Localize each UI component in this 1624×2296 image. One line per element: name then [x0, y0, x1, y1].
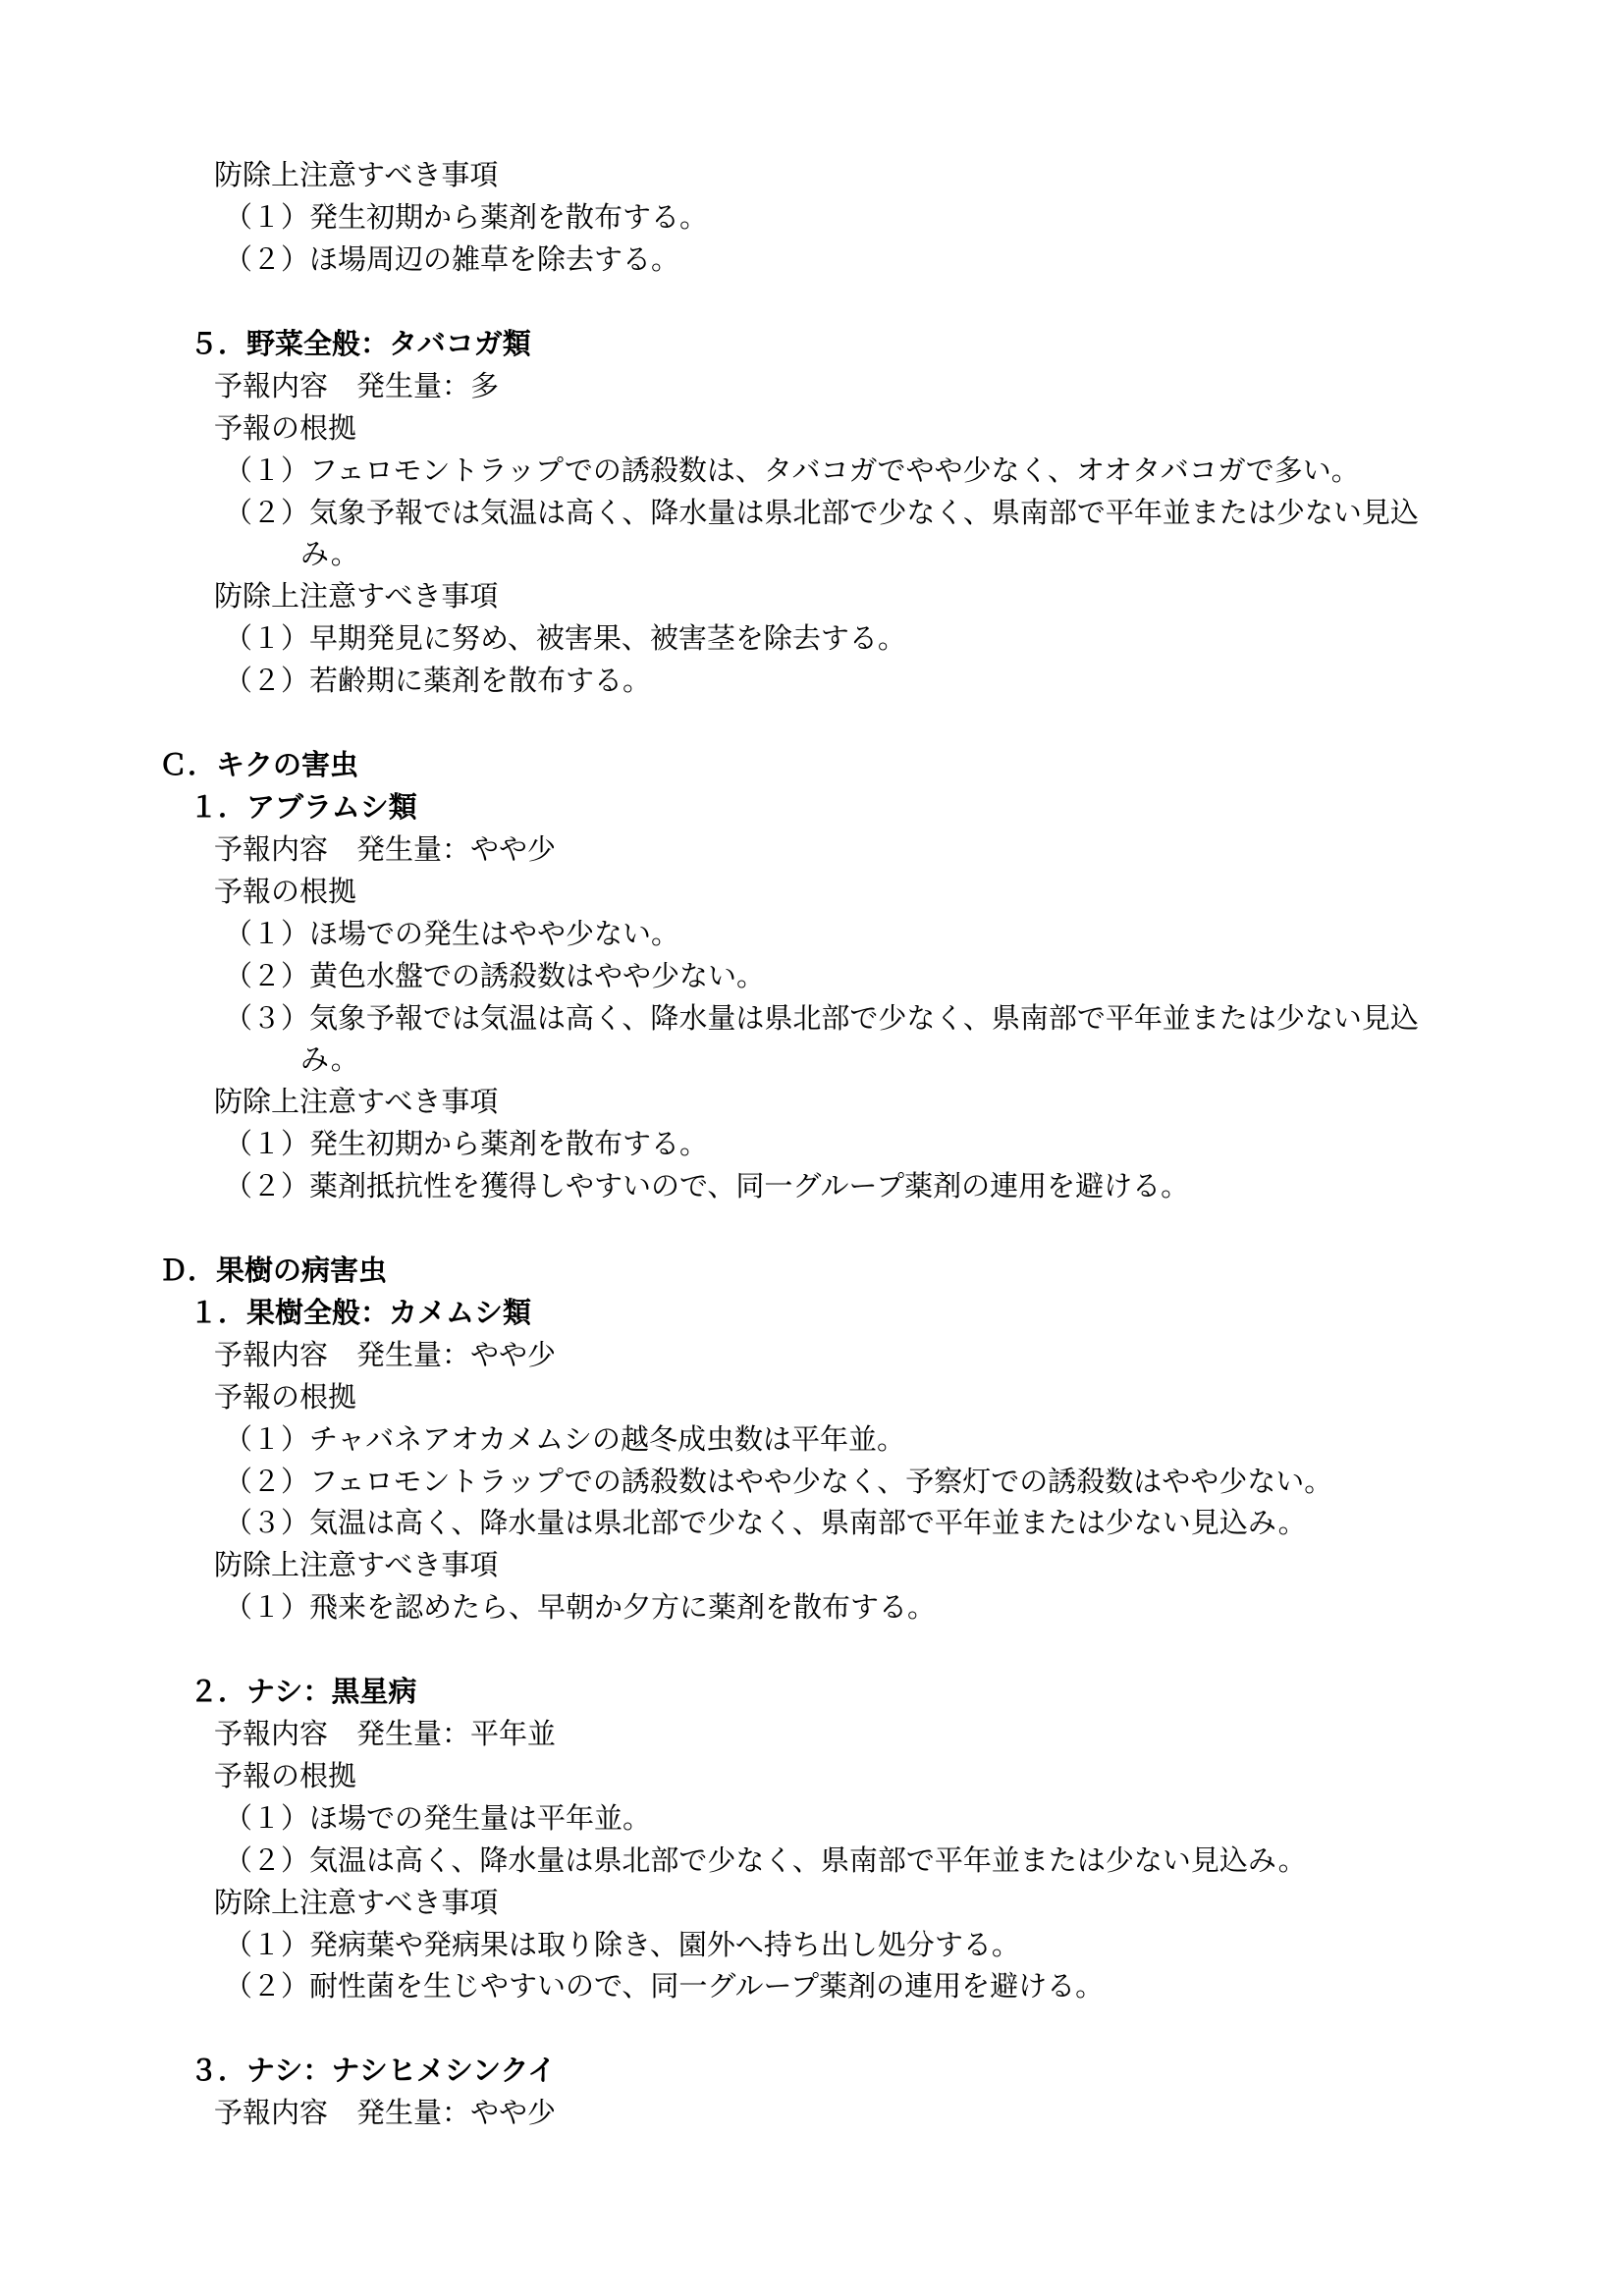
- list-item: （１）発生初期から薬剤を散布する。: [224, 1127, 709, 1160]
- subsection-title: １．アブラムシ類: [189, 790, 417, 824]
- section-title: Ｃ．キクの害虫: [159, 748, 359, 781]
- section-heading-basis: 予報の根拠: [214, 1759, 357, 1792]
- forecast-content: 予報内容 発生量：やや少: [214, 1338, 557, 1371]
- list-item: （１）ほ場での発生量は平年並。: [224, 1801, 652, 1835]
- forecast-content: 予報内容 発生量：多: [214, 369, 500, 402]
- list-item: （２）フェロモントラップでの誘殺数はやや少なく、予察灯での誘殺数はやや少ない。: [224, 1465, 1333, 1498]
- subsection-title: ５．野菜全般：タバコガ類: [189, 327, 531, 360]
- list-item: （１）チャバネアオカメムシの越冬成虫数は平年並。: [224, 1422, 905, 1456]
- list-item: （２）ほ場周辺の雑草を除去する。: [224, 242, 680, 276]
- list-item: （１）飛来を認めたら、早朝か夕方に薬剤を散布する。: [224, 1590, 937, 1624]
- list-item: （２）気温は高く、降水量は県北部で少なく、県南部で平年並または少ない見込み。: [224, 1843, 1307, 1877]
- section-heading-basis: 予報の根拠: [214, 411, 357, 445]
- subsection-title: ３．ナシ：ナシヒメシンクイ: [189, 2054, 557, 2087]
- list-item: （２）若齢期に薬剤を散布する。: [224, 664, 652, 697]
- section-heading-prevention: 防除上注意すべき事項: [214, 1085, 499, 1118]
- list-item: （３）気温は高く、降水量は県北部で少なく、県南部で平年並または少ない見込み。: [224, 1506, 1307, 1539]
- section-heading-basis: 予報の根拠: [214, 875, 357, 908]
- forecast-content: 予報内容 発生量：やや少: [214, 832, 557, 866]
- list-item: （３）気象予報では気温は高く、降水量は県北部で少なく、県南部で平年並または少ない見込: [224, 1001, 1419, 1035]
- list-item: （２）気象予報では気温は高く、降水量は県北部で少なく、県南部で平年並または少ない見込: [224, 496, 1419, 529]
- section-heading-prevention: 防除上注意すべき事項: [214, 579, 499, 613]
- list-item: （１）ほ場での発生はやや少ない。: [224, 917, 680, 950]
- section-heading-prevention: 防除上注意すべき事項: [214, 1548, 499, 1581]
- section-heading-basis: 予報の根拠: [214, 1380, 357, 1414]
- section-title: Ｄ．果樹の病害虫: [159, 1254, 388, 1287]
- list-item: （１）フェロモントラップでの誘殺数は、タバコガでやや少なく、オオタバコガで多い。: [224, 454, 1360, 487]
- list-item: （１）発病葉や発病果は取り除き、園外へ持ち出し処分する。: [224, 1928, 1020, 1961]
- list-item-continuation: み。: [300, 537, 359, 570]
- section-heading-prevention: 防除上注意すべき事項: [214, 1886, 499, 1919]
- forecast-content: 予報内容 発生量：平年並: [214, 1717, 557, 1750]
- subsection-title: １．果樹全般：カメムシ類: [189, 1296, 532, 1329]
- list-item: （２）耐性菌を生じやすいので、同一グループ薬剤の連用を避ける。: [224, 1969, 1105, 2002]
- list-item-continuation: み。: [300, 1042, 359, 1076]
- list-item: （１）発生初期から薬剤を散布する。: [224, 200, 709, 234]
- list-item: （２）黄色水盤での誘殺数はやや少ない。: [224, 959, 766, 992]
- subsection-title: ２．ナシ：黒星病: [189, 1675, 417, 1708]
- forecast-content: 予報内容 発生量：やや少: [214, 2096, 557, 2129]
- section-heading-prevention: 防除上注意すべき事項: [214, 158, 499, 191]
- list-item: （２）薬剤抵抗性を獲得しやすいので、同一グループ薬剤の連用を避ける。: [224, 1169, 1190, 1202]
- list-item: （１）早期発見に努め、被害果、被害茎を除去する。: [224, 621, 906, 655]
